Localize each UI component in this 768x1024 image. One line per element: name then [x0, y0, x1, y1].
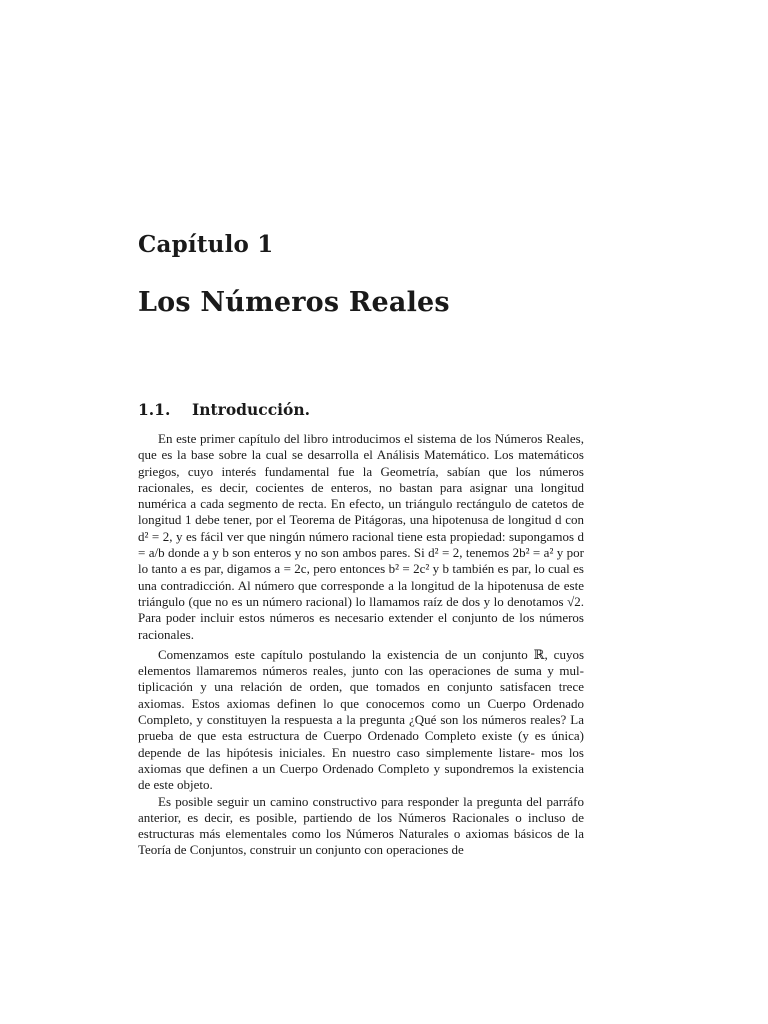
text-line: de catetos de longitud 1 debe tener, por el Teorema de Pitágoras, una hipotenusa [138, 496, 584, 528]
text-line: parráfo anterior, es decir, es posible, partiendo de los Números Racionales o [138, 793, 584, 825]
text-line: entonces b² = 2c² y b también es par, lo cual es una contradicción. Al número [138, 561, 584, 593]
chapter-title: Los Números Reales [138, 287, 450, 318]
text-line: tiplicación y una relación de orden, que tomados en conjunto satisfacen trece [138, 679, 584, 695]
text-line: Completo, y constituyen la respuesta a la pregunta ¿Qué son los números reales? [138, 712, 571, 728]
text-line: mos los axiomas que definen a un Cuerpo Ordenado Completo y supondremos [138, 744, 584, 776]
text-line: axiomas. Estos axiomas definen lo que conocemos como un Cuerpo Ordenado [138, 695, 584, 711]
text-line: estos números es necesario extender el conjunto de los números racionales. [138, 610, 584, 642]
paragraph [138, 647, 584, 794]
text-line: única) depende de las hipótesis iniciales. En nuestro caso simplemente listare- [138, 728, 584, 760]
section-title: Introducción. [192, 400, 311, 419]
text-line: números racionales, es decir, cocientes de enteros, no bastan para asignar una [138, 463, 584, 495]
paragraph [138, 431, 584, 643]
section-number: 1.1. [138, 400, 171, 419]
text-line: la existencia de este objeto. [138, 760, 584, 793]
chapter-label: Capítulo 1 [138, 231, 274, 258]
text-line: Es posible seguir un camino constructivo para responder la pregunta del [158, 793, 547, 809]
paragraph [138, 794, 584, 859]
text-line: Comenzamos este capítulo postulando la existencia de un conjunto ℝ, cuyos [158, 646, 584, 662]
text-line: propiedad: supongamos d = a/b donde a y b son enteros y no son ambos pares. [138, 528, 584, 561]
section-heading [138, 400, 310, 419]
text-line: número racional) lo llamamos raíz de dos y lo denotamos √2. Para poder incluir [138, 593, 584, 626]
text-line: Si d² = 2, tenemos 2b² = a² y por lo tanto a es par, digamos a = 2c, pero [138, 545, 584, 577]
text-line: Reales, que es la base sobre la cual se desarrolla el Análisis Matemático. Los [138, 431, 584, 463]
text-line: La prueba de que esta estructura de Cuerpo Ordenado Completo existe (y es [138, 712, 584, 744]
text-line: que corresponde a la longitud de la hipotenusa de este triángulo (que no es un [138, 577, 584, 609]
body-text [138, 431, 584, 859]
text-line: de longitud d con d² = 2, y es fácil ver que ningún número racional tiene esta [138, 512, 584, 544]
text-line: En este primer capítulo del libro introducimos el sistema de los Números [158, 431, 547, 446]
text-line: básicos de la Teoría de Conjuntos, construir un conjunto con operaciones de [138, 826, 585, 858]
text-line: longitud numérica a cada segmento de recta. En efecto, un triángulo rectángulo [138, 479, 584, 512]
text-line: elementos llamaremos números reales, junto con las operaciones de suma y mul- [138, 663, 584, 679]
text-line: incluso de estructuras más elementales como los Números Naturales o axiomas [138, 809, 584, 842]
text-line: matemáticos griegos, cuyo interés fundamental fue la Geometría, sabían que los [138, 447, 584, 479]
